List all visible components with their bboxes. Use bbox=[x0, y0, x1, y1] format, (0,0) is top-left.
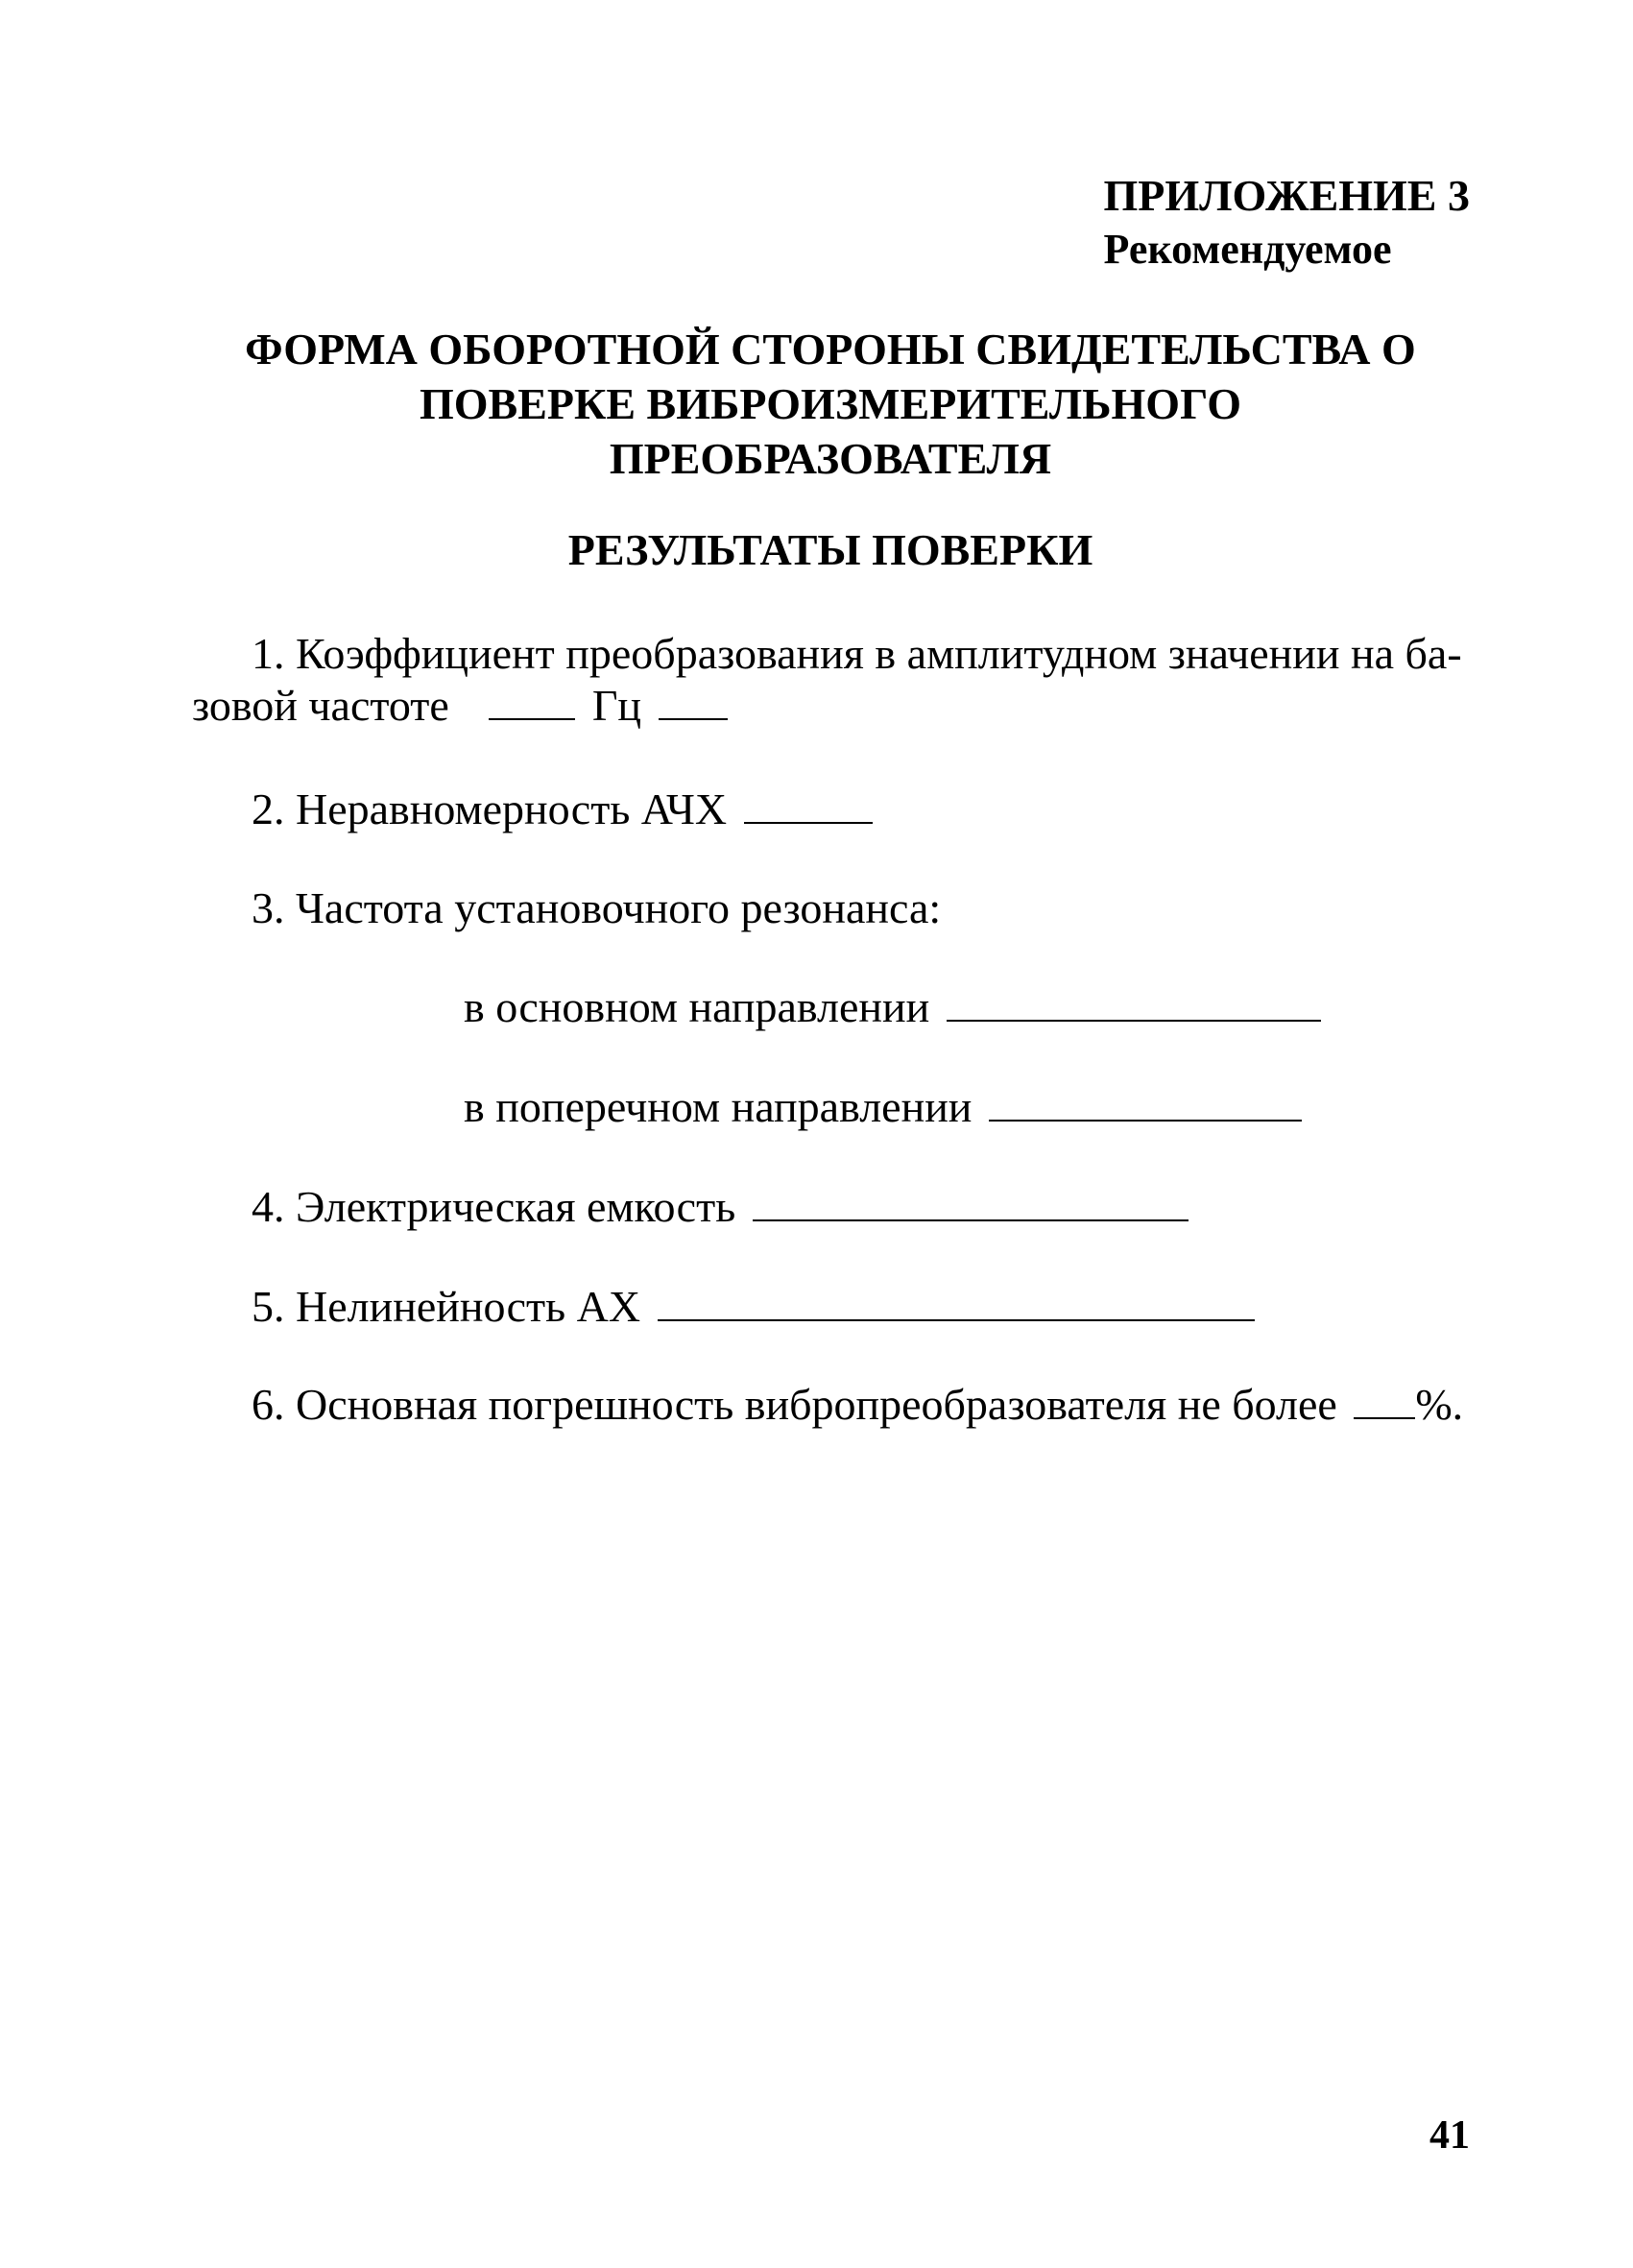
item-2-label: 2. Неравномерность АЧХ bbox=[252, 784, 728, 833]
appendix-title: ПРИЛОЖЕНИЕ 3 bbox=[1103, 171, 1470, 220]
item-3-label: 3. Частота установочного резонанса: bbox=[252, 883, 942, 932]
item-1-coefficient-blank[interactable] bbox=[659, 678, 728, 720]
item-1-line-2 bbox=[192, 678, 733, 733]
item-6-blank[interactable] bbox=[1354, 1377, 1415, 1419]
item-3-sub-1 bbox=[464, 979, 1327, 1034]
item-3-sub-1-blank[interactable] bbox=[947, 979, 1321, 1022]
item-4 bbox=[252, 1179, 1194, 1234]
document-title-line-1: ФОРМА ОБОРОТНОЙ СТОРОНЫ СВИДЕТЕЛЬСТВА О bbox=[245, 325, 1416, 374]
item-1-frequency-blank[interactable] bbox=[489, 678, 575, 720]
appendix-header bbox=[1104, 169, 1470, 277]
appendix-subtitle: Рекомендуемое bbox=[1103, 226, 1392, 273]
item-3-sub-2-blank[interactable] bbox=[989, 1079, 1302, 1122]
item-3-sub-1-label: в основном направлении bbox=[464, 982, 930, 1031]
item-6 bbox=[252, 1377, 1463, 1432]
item-1-prefix: зовой частоте bbox=[192, 681, 449, 730]
item-5-blank[interactable] bbox=[658, 1279, 1255, 1321]
item-2 bbox=[252, 782, 878, 836]
page-number: 41 bbox=[1429, 2113, 1470, 2158]
item-3-sub-2-label: в поперечном направлении bbox=[464, 1082, 973, 1131]
item-4-blank[interactable] bbox=[753, 1179, 1189, 1221]
item-6-label: 6. Основная погрешность вибропреобразователя не более bbox=[252, 1380, 1337, 1429]
item-5 bbox=[252, 1279, 1261, 1334]
item-6-suffix: %. bbox=[1415, 1380, 1464, 1429]
document-title bbox=[192, 322, 1469, 486]
document-title-line-3: ПРЕОБРАЗОВАТЕЛЯ bbox=[609, 434, 1052, 483]
item-1-unit: Гц bbox=[591, 681, 642, 730]
item-1-line-1: 1. Коэффициент преобразования в амплитудном значении на ба- bbox=[252, 629, 1462, 678]
document-title-line-2: ПОВЕРКЕ ВИБРОИЗМЕРИТЕЛЬНОГО bbox=[420, 379, 1241, 428]
section-title: РЕЗУЛЬТАТЫ ПОВЕРКИ bbox=[567, 525, 1093, 574]
item-2-blank[interactable] bbox=[744, 782, 873, 824]
item-3-sub-2 bbox=[464, 1079, 1308, 1134]
item-5-label: 5. Нелинейность АХ bbox=[252, 1282, 641, 1331]
item-4-label: 4. Электрическая емкость bbox=[252, 1182, 736, 1231]
